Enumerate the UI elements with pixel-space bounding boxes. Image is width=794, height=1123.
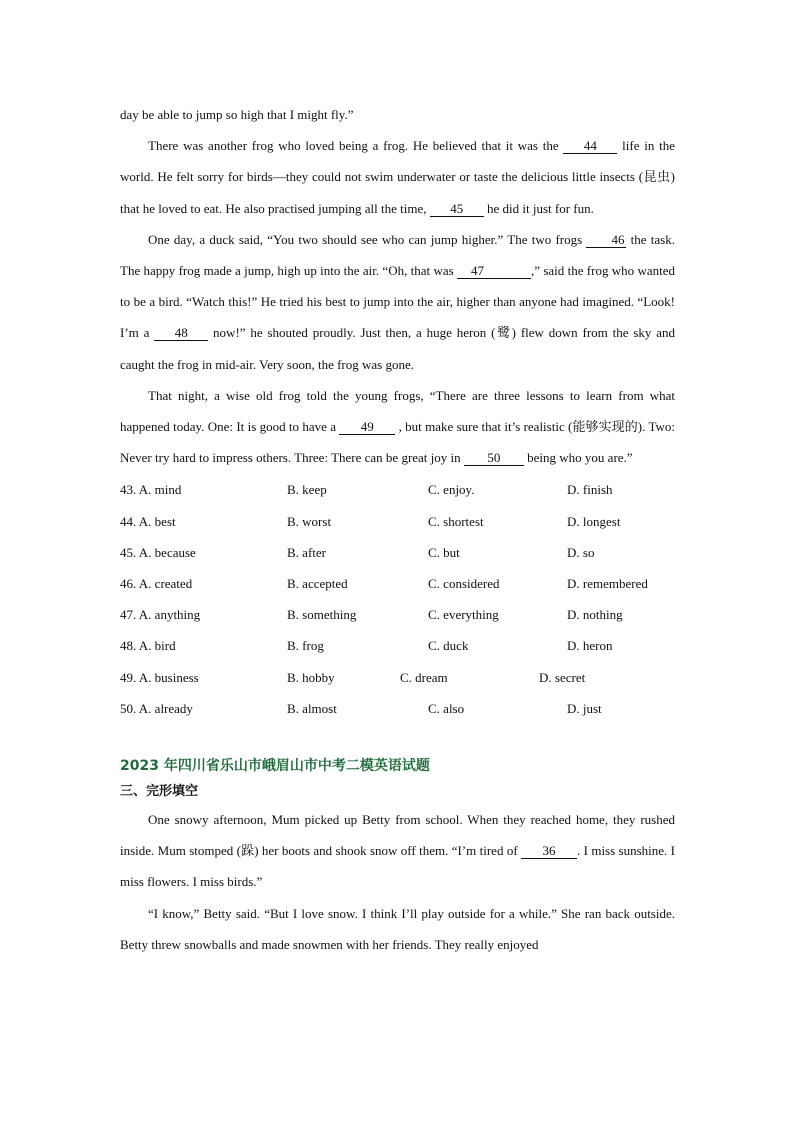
option-b: B. worst: [287, 513, 332, 529]
blank-36: 36: [521, 844, 577, 859]
option-a: 46. A. created: [120, 576, 193, 591]
option-b: B. hobby: [287, 669, 335, 685]
option-d: D. nothing: [567, 607, 623, 623]
option-row-49: [120, 662, 675, 693]
blank-46: 46: [586, 233, 626, 248]
option-c: C. but: [428, 544, 460, 560]
option-b: B. accepted: [287, 576, 348, 591]
blank-45: 45: [430, 202, 484, 217]
option-row-44: [120, 506, 675, 537]
option-a: 47. A. anything: [120, 607, 201, 623]
option-c: C. duck: [428, 638, 469, 654]
option-b: B. something: [287, 607, 357, 623]
text-run: day be able to jump so high that I might fly.”: [120, 107, 354, 122]
blank-44: 44: [563, 139, 617, 154]
text-run: There was another frog who loved being a frog. He believed that it was the: [148, 138, 564, 154]
option-c: C. considered: [428, 576, 500, 591]
option-b: B. almost: [287, 700, 337, 716]
text-run: One snowy afternoon, Mum picked up Betty from school. When they reached home, they rushed inside. Mum stomped (跺) her boots and shook snow off them. “I’m tired of: [120, 811, 675, 859]
option-a: 45. A. because: [120, 544, 196, 560]
option-b: B. after: [287, 544, 326, 560]
blank-49: 49: [339, 420, 395, 435]
text-run: now!” he shouted proudly. Just then, a huge heron (鹭) flew down from the sky and caught the frog in mid-air. Very soon, the frog was gone.: [120, 325, 675, 372]
option-a: 44. A. best: [120, 513, 176, 529]
section2-paragraph-1: [120, 804, 675, 898]
option-row-43: [120, 474, 675, 505]
option-a: 48. A. bird: [120, 638, 176, 654]
paragraph-2: [120, 224, 675, 380]
option-c: C. enjoy.: [428, 482, 475, 498]
section-subtitle: 三、完形填空: [120, 783, 199, 799]
answer-options: [120, 474, 675, 724]
text-run: , but make sure that it’s realistic (能够实现的). Two: Never try hard to impress others. Three: There can be great joy in: [120, 419, 675, 466]
option-d: D. longest: [567, 513, 621, 529]
option-b: B. frog: [287, 638, 324, 654]
option-a: 43. A. mind: [120, 482, 182, 498]
option-row-46: [120, 568, 675, 599]
text-run: life in the world. He felt sorry for birds—they could not swim underwater or taste the delicious little insects (昆虫) that he loved to eat. He also practised jumping all the time,: [120, 138, 675, 216]
paragraph-continuation: [120, 99, 675, 130]
option-c: C. everything: [428, 607, 499, 623]
section2-paragraph-2: [120, 898, 675, 960]
option-d: D. finish: [567, 482, 613, 498]
option-a: 50. A. already: [120, 700, 193, 716]
option-row-45: [120, 537, 675, 568]
option-c: C. also: [428, 700, 465, 716]
option-row-48: [120, 630, 675, 661]
text-run: ,” said the frog who wanted to be a bird. “Watch this!” He tried his best to jump into the air, higher than anyone had imagined. “Look! I’m a: [120, 263, 675, 341]
blank-47: 47: [457, 264, 531, 279]
option-b: B. keep: [287, 482, 327, 498]
blank-48: 48: [154, 326, 208, 341]
text-run: being who you are.”: [523, 450, 633, 466]
paragraph-1: [120, 130, 675, 224]
text-run: “I know,” Betty said. “But I love snow. I think I’ll play outside for a while.” She ran back outside. Betty threw snowballs and made snowmen with her friends. They really enjoyed: [120, 905, 675, 952]
text-run: he did it just for fun.: [483, 200, 594, 216]
option-d: D. heron: [567, 638, 613, 654]
text-run: One day, a duck said, “You two should see who can jump higher.” The two frogs: [148, 231, 587, 247]
blank-50: 50: [464, 451, 524, 466]
option-d: D. just: [567, 700, 602, 716]
text-run: . I miss sunshine. I miss flowers. I miss birds.”: [120, 843, 675, 890]
option-c: C. dream: [400, 669, 448, 685]
text-run: That night, a wise old frog told the young frogs, “There are three lessons to learn from what happened today. One: It is good to have a: [120, 387, 675, 435]
paragraph-3: [120, 380, 675, 474]
document-content: [120, 99, 675, 960]
option-d: D. remembered: [567, 576, 648, 591]
text-run: the task. The happy frog made a jump, high up into the air. “Oh, that was: [120, 231, 675, 279]
option-row-47: [120, 599, 675, 630]
option-row-50: [120, 693, 675, 724]
option-a: 49. A. business: [120, 669, 199, 685]
option-c: C. shortest: [428, 513, 484, 529]
option-d: D. so: [567, 544, 595, 560]
option-d: D. secret: [539, 669, 586, 685]
section-title: 2023 年四川省乐山市峨眉山市中考二模英语试题: [120, 757, 430, 774]
